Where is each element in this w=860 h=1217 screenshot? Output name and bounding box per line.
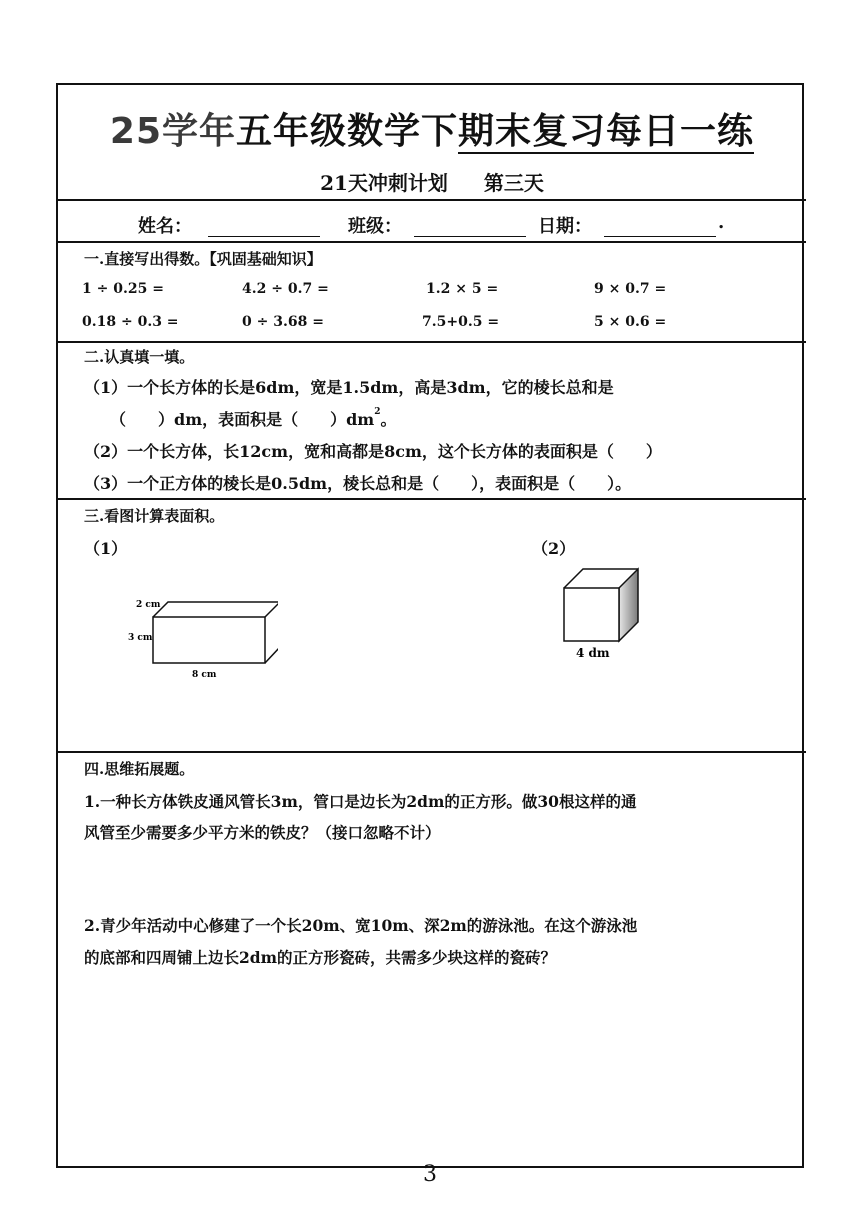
- divider-header: [58, 199, 806, 201]
- class-field[interactable]: [414, 236, 526, 237]
- problem-2-line2: 的底部和四周铺上边长2dm的正方形瓷砖，共需多少块这样的瓷砖？: [84, 948, 557, 967]
- calc-item: 5 × 0.6 =: [594, 314, 667, 330]
- question-3: （3）一个正方体的棱长是0.5dm，棱长总和是（ ），表面积是（ ）。: [84, 474, 632, 493]
- title-year: 25学年: [109, 111, 237, 152]
- problem-2-line1: 2.青少年活动中心修建了一个长20m、宽10m、深2m的游泳池。在这个游泳池: [84, 916, 638, 935]
- cuboid-front-face: [153, 617, 265, 663]
- cuboid-width-label: 2 cm: [136, 600, 161, 610]
- date-end: .: [718, 212, 725, 233]
- section3-heading: 三.看图计算表面积。: [84, 507, 225, 525]
- plan-label: 21天冲刺计划: [320, 171, 448, 195]
- cube-front-face: [564, 588, 619, 641]
- q1-text: （ ）dm，表面积是（ ）dm: [110, 410, 375, 429]
- page-number: 3: [423, 1162, 437, 1187]
- question-1-line1: （1）一个长方体的长是6dm，宽是1.5dm，高是3dm，它的棱长总和是: [84, 378, 614, 397]
- q1-superscript: 2: [374, 407, 381, 417]
- calc-item: 1.2 × 5 =: [426, 281, 499, 297]
- calc-item: 0.18 ÷ 0.3 =: [82, 314, 179, 330]
- calc-item: 0 ÷ 3.68 =: [242, 314, 324, 330]
- question-1-line2: [110, 407, 397, 430]
- q1-end: 。: [380, 410, 397, 429]
- cube-edge-label: 4 dm: [576, 646, 610, 660]
- name-label: 姓名：: [138, 216, 192, 237]
- problem-1-line1: 1.一种长方体铁皮通风管长3m，管口是边长为2dm的正方形。做30根这样的通: [84, 792, 637, 811]
- cuboid-top-face: [153, 602, 278, 617]
- subtitle: [58, 167, 806, 196]
- figure-1-label: （1）: [84, 539, 128, 558]
- page-title: [58, 103, 806, 154]
- section4-heading: 四.思维拓展题。: [84, 760, 195, 778]
- class-label: 班级：: [348, 216, 402, 237]
- problem-1-line2: 风管至少需要多少平方米的铁皮？（接口忽略不计）: [84, 823, 441, 842]
- cube-side-face: [619, 569, 638, 641]
- figure-2-label: （2）: [532, 539, 576, 558]
- divider-section3: [58, 751, 806, 753]
- divider-info: [58, 241, 806, 243]
- title-grade: 五年级数学下: [236, 111, 459, 152]
- question-2: （2）一个长方体，长12cm，宽和高都是8cm，这个长方体的表面积是（ ）: [84, 442, 662, 461]
- divider-section2: [58, 498, 806, 500]
- date-label: 日期：: [538, 216, 592, 237]
- name-field[interactable]: [208, 236, 320, 237]
- calc-item: 4.2 ÷ 0.7 =: [242, 281, 329, 297]
- section2-heading: 二.认真填一填。: [84, 348, 195, 366]
- calc-item: 7.5+0.5 =: [422, 314, 500, 330]
- cube-figure: [548, 555, 658, 665]
- divider-section1: [58, 341, 806, 343]
- cuboid-figure: [118, 585, 278, 695]
- section1-heading: 一.直接写出得数。【巩固基础知识】: [84, 250, 322, 268]
- day-label: 第三天: [483, 171, 544, 195]
- cuboid-height-label: 3 cm: [128, 633, 153, 643]
- cuboid-length-label: 8 cm: [192, 670, 217, 680]
- calc-item: 9 × 0.7 =: [594, 281, 667, 297]
- title-practice: 期末复习每日一练: [458, 111, 755, 152]
- date-field[interactable]: [604, 236, 716, 237]
- calc-item: 1 ÷ 0.25 =: [82, 281, 164, 297]
- worksheet-frame: [56, 83, 804, 1168]
